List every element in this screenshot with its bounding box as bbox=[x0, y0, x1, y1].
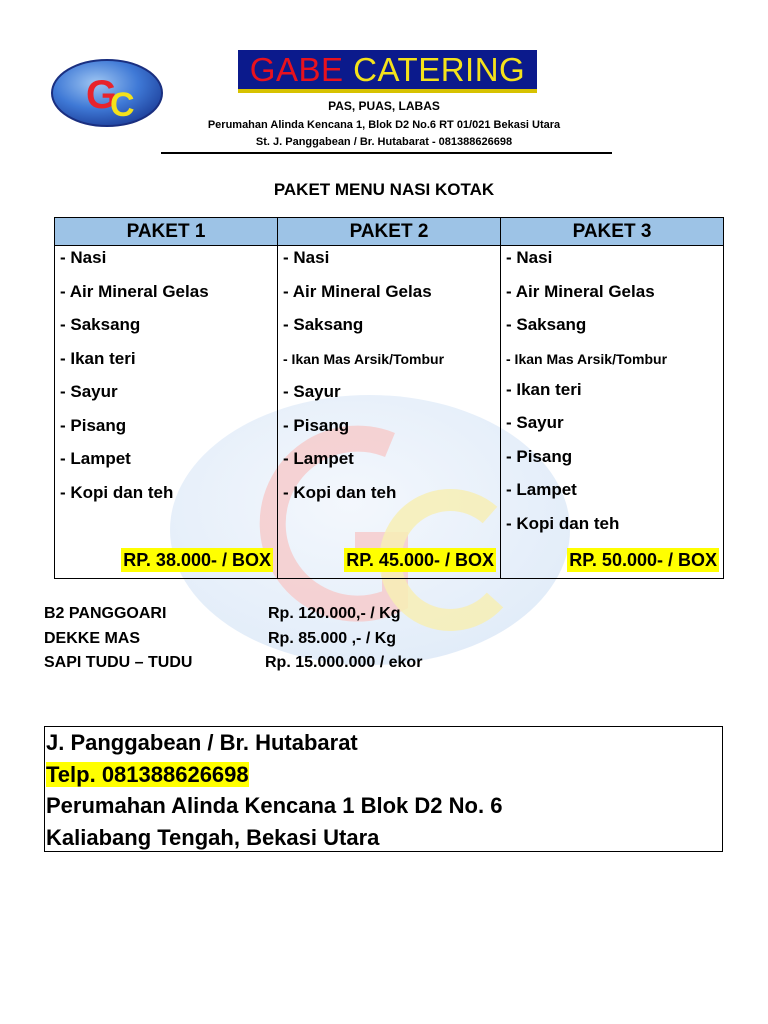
contact-phone: Telp. 081388626698 bbox=[46, 761, 249, 787]
menu-item: - Air Mineral Gelas bbox=[60, 281, 209, 301]
menu-item: - Sayur bbox=[283, 382, 341, 401]
extras-list bbox=[44, 605, 423, 679]
package-table bbox=[54, 217, 724, 579]
menu-item: - Ikan teri bbox=[506, 379, 582, 399]
tagline: PAS, PUAS, LABAS bbox=[328, 99, 440, 113]
menu-item: - Pisang bbox=[60, 415, 127, 435]
menu-item: - Nasi bbox=[60, 248, 107, 267]
menu-item: - Saksang bbox=[506, 315, 587, 334]
menu-item: - Kopi dan teh bbox=[283, 482, 397, 502]
contact-name: J. Panggabean / Br. Hutabarat bbox=[46, 730, 358, 755]
package-price: RP. 50.000- / BOX bbox=[569, 550, 717, 570]
svg-text:G: G bbox=[86, 73, 118, 117]
extra-price: Rp. 120.000,- / Kg bbox=[268, 605, 401, 622]
menu-item: - Ikan Mas Arsik/Tombur bbox=[506, 350, 668, 367]
contact-box bbox=[44, 726, 723, 852]
menu-item: - Kopi dan teh bbox=[506, 513, 620, 533]
package-3-column bbox=[501, 246, 724, 579]
extra-price: Rp. 85.000 ,- / Kg bbox=[268, 629, 397, 647]
menu-item: - Ikan Mas Arsik/Tombur bbox=[283, 350, 445, 367]
menu-item: - Saksang bbox=[283, 315, 364, 334]
menu-item: - Ikan teri bbox=[60, 348, 136, 368]
brand-banner bbox=[238, 50, 537, 93]
contact-address-line2: Kaliabang Tengah, Bekasi Utara bbox=[46, 824, 380, 850]
list-item bbox=[44, 654, 423, 679]
menu-item: - Pisang bbox=[506, 446, 573, 466]
package-2-column bbox=[278, 246, 501, 579]
extra-name: DEKKE MAS bbox=[44, 629, 141, 647]
header-owner: St. J. Panggabean / Br. Hutabarat - 081388626698 bbox=[255, 136, 513, 148]
list-item bbox=[44, 629, 397, 655]
menu-item: - Kopi dan teh bbox=[60, 482, 174, 502]
menu-item: - Lampet bbox=[283, 449, 354, 468]
list-item bbox=[44, 605, 401, 630]
menu-item: - Pisang bbox=[283, 415, 350, 435]
brand-name-part1: GABE bbox=[249, 51, 344, 88]
svg-text:C: C bbox=[110, 86, 135, 124]
package-header: PAKET 2 bbox=[278, 218, 501, 246]
menu-item: - Saksang bbox=[60, 315, 141, 334]
menu-item: - Sayur bbox=[60, 382, 118, 401]
gc-logo-icon bbox=[50, 58, 164, 128]
menu-item: - Lampet bbox=[60, 449, 131, 468]
package-header: PAKET 1 bbox=[55, 218, 278, 246]
extra-name: SAPI TUDU – TUDU bbox=[44, 654, 193, 671]
extra-price: Rp. 15.000.000 / ekor bbox=[265, 654, 423, 671]
menu-item: - Nasi bbox=[283, 248, 330, 267]
menu-item: - Air Mineral Gelas bbox=[506, 281, 655, 301]
contact-address-line1: Perumahan Alinda Kencana 1 Blok D2 No. 6 bbox=[46, 793, 503, 818]
menu-item: - Nasi bbox=[506, 248, 553, 267]
package-1-column bbox=[55, 246, 278, 579]
menu-title: PAKET MENU NASI KOTAK bbox=[273, 180, 495, 199]
menu-item: - Lampet bbox=[506, 480, 577, 499]
package-price: RP. 38.000- / BOX bbox=[123, 550, 271, 570]
extra-name: B2 PANGGOARI bbox=[44, 605, 167, 622]
menu-item: - Sayur bbox=[506, 413, 564, 432]
package-price: RP. 45.000- / BOX bbox=[346, 550, 494, 570]
header-address: Perumahan Alinda Kencana 1, Blok D2 No.6 RT 01/021 Bekasi Utara bbox=[207, 119, 561, 131]
header-divider bbox=[161, 152, 612, 154]
brand-name-part2: CATERING bbox=[353, 51, 526, 88]
menu-item: - Air Mineral Gelas bbox=[283, 281, 432, 301]
package-header: PAKET 3 bbox=[501, 218, 724, 246]
